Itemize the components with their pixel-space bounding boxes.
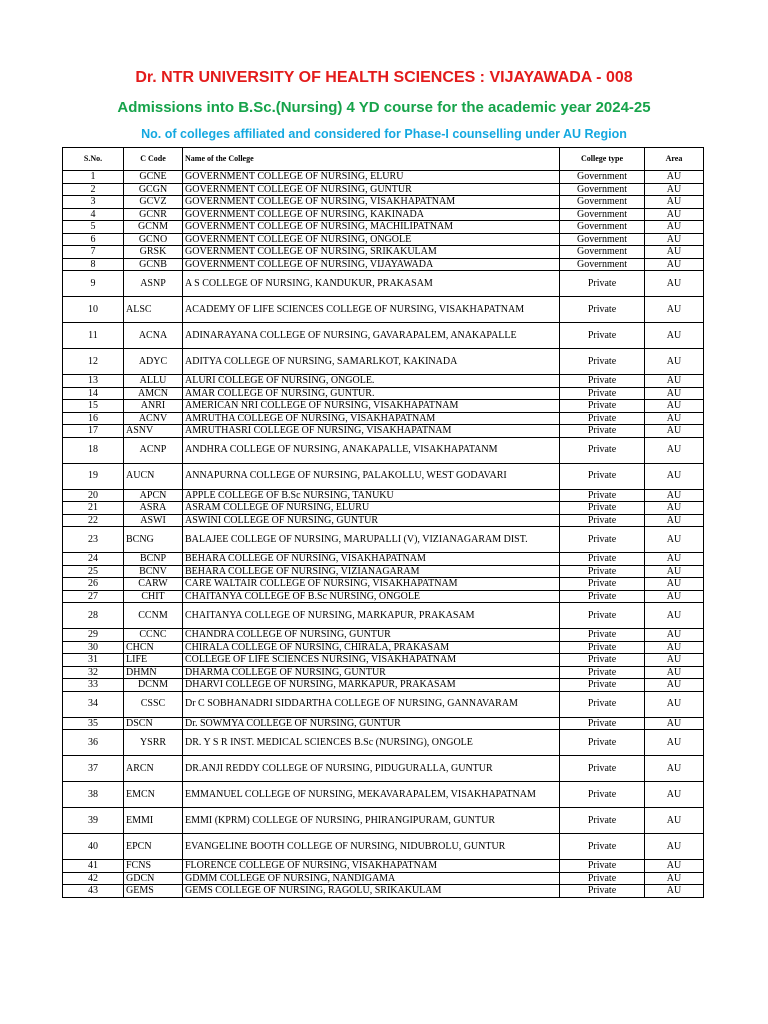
cell-area: AU	[645, 782, 704, 808]
cell-sno: 37	[63, 756, 124, 782]
cell-code: GCNE	[124, 171, 183, 184]
colleges-table	[62, 147, 704, 898]
cell-sno: 24	[63, 553, 124, 566]
cell-name: EMMI (KPRM) COLLEGE OF NURSING, PHIRANGIPURAM, GUNTUR	[183, 808, 560, 834]
table-row	[63, 233, 704, 246]
cell-name: CHIRALA COLLEGE OF NURSING, CHIRALA, PRAKASAM	[183, 641, 560, 654]
table-row	[63, 666, 704, 679]
cell-type: Private	[560, 717, 645, 730]
cell-area: AU	[645, 221, 704, 234]
cell-code: CCNM	[124, 603, 183, 629]
cell-type: Private	[560, 756, 645, 782]
cell-type: Government	[560, 246, 645, 259]
cell-name: ASWINI COLLEGE OF NURSING, GUNTUR	[183, 514, 560, 527]
cell-code: CARW	[124, 578, 183, 591]
cell-sno: 41	[63, 860, 124, 873]
cell-sno: 39	[63, 808, 124, 834]
header-type: College type	[560, 148, 645, 171]
cell-area: AU	[645, 463, 704, 489]
cell-code: ASNV	[124, 425, 183, 438]
cell-type: Private	[560, 553, 645, 566]
cell-type: Private	[560, 297, 645, 323]
cell-sno: 42	[63, 872, 124, 885]
cell-type: Government	[560, 196, 645, 209]
cell-area: AU	[645, 553, 704, 566]
cell-area: AU	[645, 527, 704, 553]
cell-area: AU	[645, 717, 704, 730]
cell-type: Private	[560, 400, 645, 413]
table-header-row	[63, 148, 704, 171]
cell-code: EMMI	[124, 808, 183, 834]
cell-area: AU	[645, 885, 704, 898]
cell-type: Private	[560, 425, 645, 438]
cell-code: DSCN	[124, 717, 183, 730]
table-row	[63, 425, 704, 438]
cell-sno: 28	[63, 603, 124, 629]
cell-type: Private	[560, 654, 645, 667]
cell-name: ANDHRA COLLEGE OF NURSING, ANAKAPALLE, VISAKHAPATANM	[183, 437, 560, 463]
cell-code: AMCN	[124, 387, 183, 400]
cell-name: DR. Y S R INST. MEDICAL SCIENCES B.Sc (NURSING), ONGOLE	[183, 730, 560, 756]
cell-name: DHARMA COLLEGE OF NURSING, GUNTUR	[183, 666, 560, 679]
cell-area: AU	[645, 349, 704, 375]
cell-sno: 26	[63, 578, 124, 591]
cell-code: ASRA	[124, 502, 183, 515]
cell-name: GOVERNMENT COLLEGE OF NURSING, ONGOLE	[183, 233, 560, 246]
cell-sno: 40	[63, 834, 124, 860]
cell-name: GOVERNMENT COLLEGE OF NURSING, MACHILIPATNAM	[183, 221, 560, 234]
header-area: Area	[645, 148, 704, 171]
cell-area: AU	[645, 834, 704, 860]
cell-sno: 16	[63, 412, 124, 425]
table-row	[63, 387, 704, 400]
cell-type: Private	[560, 590, 645, 603]
cell-sno: 43	[63, 885, 124, 898]
cell-name: AMRUTHA COLLEGE OF NURSING, VISAKHAPATNAM	[183, 412, 560, 425]
table-body	[63, 171, 704, 898]
cell-name: GOVERNMENT COLLEGE OF NURSING, SRIKAKULAM	[183, 246, 560, 259]
cell-code: GCNR	[124, 208, 183, 221]
cell-name: COLLEGE OF LIFE SCIENCES NURSING, VISAKHAPATNAM	[183, 654, 560, 667]
cell-sno: 23	[63, 527, 124, 553]
cell-area: AU	[645, 425, 704, 438]
cell-code: ACNV	[124, 412, 183, 425]
cell-code: DCNM	[124, 679, 183, 692]
cell-area: AU	[645, 196, 704, 209]
cell-name: ANNAPURNA COLLEGE OF NURSING, PALAKOLLU, WEST GODAVARI	[183, 463, 560, 489]
table-row	[63, 271, 704, 297]
cell-area: AU	[645, 208, 704, 221]
cell-name: GOVERNMENT COLLEGE OF NURSING, VIJAYAWADA	[183, 258, 560, 271]
cell-type: Private	[560, 527, 645, 553]
table-row	[63, 860, 704, 873]
cell-area: AU	[645, 258, 704, 271]
cell-type: Private	[560, 834, 645, 860]
cell-name: AMAR COLLEGE OF NURSING, GUNTUR.	[183, 387, 560, 400]
cell-type: Government	[560, 221, 645, 234]
cell-name: Dr. SOWMYA COLLEGE OF NURSING, GUNTUR	[183, 717, 560, 730]
cell-code: GEMS	[124, 885, 183, 898]
cell-code: BCNP	[124, 553, 183, 566]
cell-name: GOVERNMENT COLLEGE OF NURSING, ELURU	[183, 171, 560, 184]
cell-sno: 11	[63, 323, 124, 349]
cell-code: GCNO	[124, 233, 183, 246]
cell-code: BCNG	[124, 527, 183, 553]
cell-type: Private	[560, 323, 645, 349]
cell-area: AU	[645, 387, 704, 400]
cell-type: Private	[560, 349, 645, 375]
cell-type: Private	[560, 885, 645, 898]
cell-code: GCNM	[124, 221, 183, 234]
cell-code: CHCN	[124, 641, 183, 654]
table-row	[63, 885, 704, 898]
cell-sno: 5	[63, 221, 124, 234]
cell-area: AU	[645, 183, 704, 196]
cell-area: AU	[645, 679, 704, 692]
cell-area: AU	[645, 654, 704, 667]
cell-name: DR.ANJI REDDY COLLEGE OF NURSING, PIDUGURALLA, GUNTUR	[183, 756, 560, 782]
cell-sno: 31	[63, 654, 124, 667]
cell-area: AU	[645, 578, 704, 591]
cell-area: AU	[645, 565, 704, 578]
table-row	[63, 171, 704, 184]
cell-sno: 17	[63, 425, 124, 438]
cell-code: CSSC	[124, 691, 183, 717]
table-row	[63, 375, 704, 388]
cell-type: Government	[560, 233, 645, 246]
cell-code: CHIT	[124, 590, 183, 603]
table-row	[63, 691, 704, 717]
table-row	[63, 246, 704, 259]
cell-area: AU	[645, 808, 704, 834]
table-row	[63, 514, 704, 527]
cell-name: GOVERNMENT COLLEGE OF NURSING, KAKINADA	[183, 208, 560, 221]
cell-name: DHARVI COLLEGE OF NURSING, MARKAPUR, PRAKASAM	[183, 679, 560, 692]
cell-area: AU	[645, 603, 704, 629]
cell-name: BEHARA COLLEGE OF NURSING, VISAKHAPATNAM	[183, 553, 560, 566]
cell-code: GDCN	[124, 872, 183, 885]
table-row	[63, 629, 704, 642]
cell-name: ASRAM COLLEGE OF NURSING, ELURU	[183, 502, 560, 515]
cell-type: Private	[560, 782, 645, 808]
cell-type: Private	[560, 872, 645, 885]
cell-code: YSRR	[124, 730, 183, 756]
cell-area: AU	[645, 872, 704, 885]
table-row	[63, 756, 704, 782]
cell-sno: 32	[63, 666, 124, 679]
cell-type: Private	[560, 437, 645, 463]
table-row	[63, 221, 704, 234]
table-row	[63, 730, 704, 756]
table-row	[63, 782, 704, 808]
cell-area: AU	[645, 437, 704, 463]
cell-area: AU	[645, 860, 704, 873]
table-row	[63, 565, 704, 578]
cell-code: GCGN	[124, 183, 183, 196]
cell-type: Private	[560, 375, 645, 388]
cell-sno: 33	[63, 679, 124, 692]
header-code: C Code	[124, 148, 183, 171]
cell-name: ADITYA COLLEGE OF NURSING, SAMARLKOT, KAKINADA	[183, 349, 560, 375]
cell-sno: 19	[63, 463, 124, 489]
cell-sno: 3	[63, 196, 124, 209]
cell-name: CARE WALTAIR COLLEGE OF NURSING, VISAKHAPATNAM	[183, 578, 560, 591]
cell-sno: 13	[63, 375, 124, 388]
cell-sno: 9	[63, 271, 124, 297]
cell-sno: 7	[63, 246, 124, 259]
cell-sno: 1	[63, 171, 124, 184]
cell-code: EPCN	[124, 834, 183, 860]
cell-sno: 36	[63, 730, 124, 756]
cell-name: CHANDRA COLLEGE OF NURSING, GUNTUR	[183, 629, 560, 642]
cell-name: BALAJEE COLLEGE OF NURSING, MARUPALLI (V), VIZIANAGARAM DIST.	[183, 527, 560, 553]
cell-name: CHAITANYA COLLEGE OF B.Sc NURSING, ONGOLE	[183, 590, 560, 603]
cell-type: Government	[560, 183, 645, 196]
cell-area: AU	[645, 691, 704, 717]
table-row	[63, 834, 704, 860]
cell-type: Private	[560, 489, 645, 502]
table-row	[63, 437, 704, 463]
cell-type: Private	[560, 666, 645, 679]
cell-sno: 21	[63, 502, 124, 515]
cell-name: A S COLLEGE OF NURSING, KANDUKUR, PRAKASAM	[183, 271, 560, 297]
cell-sno: 10	[63, 297, 124, 323]
cell-name: Dr C SOBHANADRI SIDDARTHA COLLEGE OF NURSING, GANNAVARAM	[183, 691, 560, 717]
table-row	[63, 323, 704, 349]
cell-code: ASWI	[124, 514, 183, 527]
table-row	[63, 349, 704, 375]
cell-name: FLORENCE COLLEGE OF NURSING, VISAKHAPATNAM	[183, 860, 560, 873]
header-name: Name of the College	[183, 148, 560, 171]
page-caption: No. of colleges affiliated and considered for Phase-I counselling under AU Region	[141, 127, 627, 141]
table-row	[63, 400, 704, 413]
cell-area: AU	[645, 323, 704, 349]
header-sno: S.No.	[63, 148, 124, 171]
table-row	[63, 717, 704, 730]
table-row	[63, 412, 704, 425]
cell-name: ACADEMY OF LIFE SCIENCES COLLEGE OF NURSING, VISAKHAPATNAM	[183, 297, 560, 323]
cell-type: Private	[560, 808, 645, 834]
cell-area: AU	[645, 489, 704, 502]
page-subtitle: Admissions into B.Sc.(Nursing) 4 YD course for the academic year 2024-25	[117, 99, 651, 116]
cell-code: ACNP	[124, 437, 183, 463]
table-row	[63, 183, 704, 196]
cell-type: Private	[560, 629, 645, 642]
cell-type: Private	[560, 603, 645, 629]
cell-area: AU	[645, 412, 704, 425]
cell-type: Private	[560, 387, 645, 400]
table-row	[63, 208, 704, 221]
cell-area: AU	[645, 756, 704, 782]
cell-area: AU	[645, 233, 704, 246]
cell-code: ARCN	[124, 756, 183, 782]
cell-area: AU	[645, 730, 704, 756]
cell-code: DHMN	[124, 666, 183, 679]
cell-area: AU	[645, 641, 704, 654]
cell-name: EMMANUEL COLLEGE OF NURSING, MEKAVARAPALEM, VISAKHAPATNAM	[183, 782, 560, 808]
cell-type: Government	[560, 208, 645, 221]
cell-name: ADINARAYANA COLLEGE OF NURSING, GAVARAPALEM, ANAKAPALLE	[183, 323, 560, 349]
table-row	[63, 603, 704, 629]
cell-code: LIFE	[124, 654, 183, 667]
cell-type: Private	[560, 271, 645, 297]
table-row	[63, 654, 704, 667]
cell-area: AU	[645, 400, 704, 413]
cell-sno: 38	[63, 782, 124, 808]
cell-name: GOVERNMENT COLLEGE OF NURSING, GUNTUR	[183, 183, 560, 196]
cell-name: AMRUTHASRI COLLEGE OF NURSING, VISAKHAPATNAM	[183, 425, 560, 438]
cell-type: Private	[560, 463, 645, 489]
cell-sno: 35	[63, 717, 124, 730]
cell-type: Government	[560, 171, 645, 184]
cell-sno: 4	[63, 208, 124, 221]
cell-area: AU	[645, 171, 704, 184]
cell-name: EVANGELINE BOOTH COLLEGE OF NURSING, NIDUBROLU, GUNTUR	[183, 834, 560, 860]
cell-sno: 22	[63, 514, 124, 527]
cell-sno: 29	[63, 629, 124, 642]
cell-sno: 8	[63, 258, 124, 271]
cell-sno: 6	[63, 233, 124, 246]
cell-sno: 20	[63, 489, 124, 502]
cell-type: Private	[560, 860, 645, 873]
cell-code: EMCN	[124, 782, 183, 808]
cell-type: Private	[560, 730, 645, 756]
cell-area: AU	[645, 666, 704, 679]
table-row	[63, 872, 704, 885]
cell-area: AU	[645, 297, 704, 323]
cell-code: BCNV	[124, 565, 183, 578]
table-row	[63, 297, 704, 323]
cell-sno: 15	[63, 400, 124, 413]
cell-code: APCN	[124, 489, 183, 502]
table-row	[63, 463, 704, 489]
table-row	[63, 553, 704, 566]
cell-type: Private	[560, 502, 645, 515]
cell-area: AU	[645, 502, 704, 515]
cell-code: CCNC	[124, 629, 183, 642]
cell-sno: 34	[63, 691, 124, 717]
table-row	[63, 502, 704, 515]
cell-code: GCVZ	[124, 196, 183, 209]
cell-code: ASNP	[124, 271, 183, 297]
table-row	[63, 527, 704, 553]
cell-type: Government	[560, 258, 645, 271]
cell-type: Private	[560, 641, 645, 654]
cell-name: GOVERNMENT COLLEGE OF NURSING, VISAKHAPATNAM	[183, 196, 560, 209]
table-row	[63, 258, 704, 271]
cell-code: AUCN	[124, 463, 183, 489]
cell-name: GEMS COLLEGE OF NURSING, RAGOLU, SRIKAKULAM	[183, 885, 560, 898]
cell-sno: 12	[63, 349, 124, 375]
table-row	[63, 590, 704, 603]
cell-type: Private	[560, 691, 645, 717]
cell-type: Private	[560, 578, 645, 591]
table-row	[63, 679, 704, 692]
cell-area: AU	[645, 590, 704, 603]
cell-area: AU	[645, 375, 704, 388]
cell-sno: 30	[63, 641, 124, 654]
page-title: Dr. NTR UNIVERSITY OF HEALTH SCIENCES : VIJAYAWADA - 008	[135, 69, 633, 86]
cell-name: GDMM COLLEGE OF NURSING, NANDIGAMA	[183, 872, 560, 885]
table-row	[63, 489, 704, 502]
cell-code: ANRI	[124, 400, 183, 413]
cell-type: Private	[560, 412, 645, 425]
cell-type: Private	[560, 679, 645, 692]
cell-name: ALURI COLLEGE OF NURSING, ONGOLE.	[183, 375, 560, 388]
cell-type: Private	[560, 565, 645, 578]
cell-code: ACNA	[124, 323, 183, 349]
table-row	[63, 641, 704, 654]
cell-name: CHAITANYA COLLEGE OF NURSING, MARKAPUR, PRAKASAM	[183, 603, 560, 629]
cell-sno: 14	[63, 387, 124, 400]
cell-area: AU	[645, 271, 704, 297]
cell-name: AMERICAN NRI COLLEGE OF NURSING, VISAKHAPATNAM	[183, 400, 560, 413]
cell-sno: 25	[63, 565, 124, 578]
cell-area: AU	[645, 246, 704, 259]
cell-area: AU	[645, 629, 704, 642]
cell-code: GCNB	[124, 258, 183, 271]
cell-code: ALLU	[124, 375, 183, 388]
cell-type: Private	[560, 514, 645, 527]
cell-code: GRSK	[124, 246, 183, 259]
table-row	[63, 578, 704, 591]
cell-code: FCNS	[124, 860, 183, 873]
cell-sno: 27	[63, 590, 124, 603]
cell-sno: 2	[63, 183, 124, 196]
cell-code: ADYC	[124, 349, 183, 375]
table-row	[63, 808, 704, 834]
table-row	[63, 196, 704, 209]
cell-area: AU	[645, 514, 704, 527]
cell-sno: 18	[63, 437, 124, 463]
cell-code: ALSC	[124, 297, 183, 323]
cell-name: BEHARA COLLEGE OF NURSING, VIZIANAGARAM	[183, 565, 560, 578]
cell-name: APPLE COLLEGE OF B.Sc NURSING, TANUKU	[183, 489, 560, 502]
